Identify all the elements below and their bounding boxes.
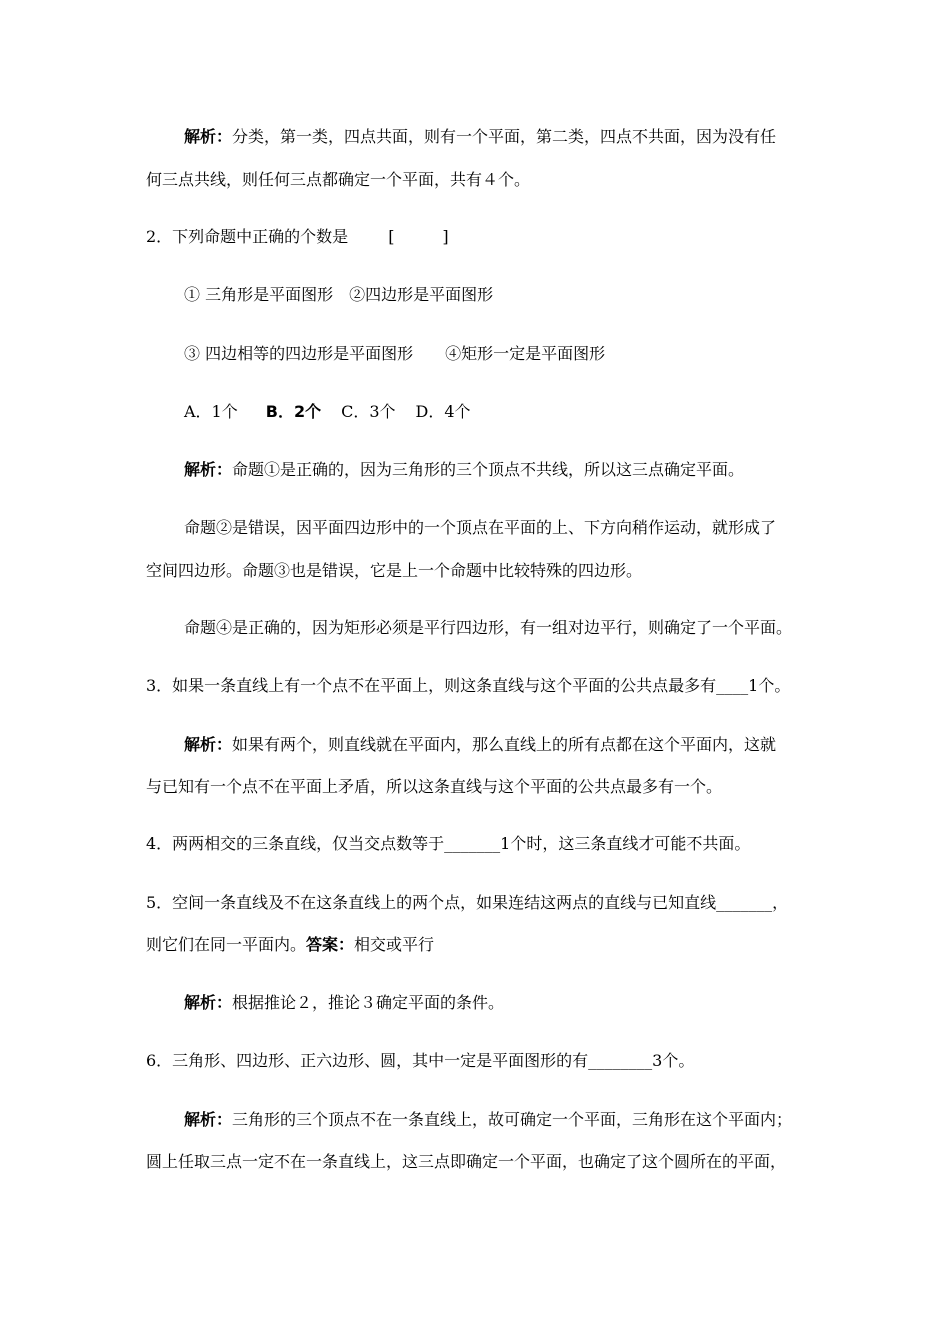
question-5 [146, 893, 788, 913]
analysis-line-5-cont [146, 777, 722, 797]
question-4 [146, 834, 750, 854]
analysis-line-2 [184, 460, 744, 480]
line-text: 根据推论２，推论３确定平面的条件。 [232, 993, 505, 1012]
option-a: A．1个 [184, 402, 238, 421]
question-text: 4．两两相交的三条直线，仅当交点数等于_______1个时，这三条直线才可能不共面。 [146, 834, 751, 853]
line-text: 空间四边形。命题③也是错误，它是上一个命题中比较特殊的四边形。 [146, 561, 643, 580]
analysis-line-1 [184, 127, 776, 147]
question-text: 6．三角形、四边形、正六边形、圆，其中一定是平面图形的有________3个。 [146, 1051, 695, 1070]
question-2 [146, 227, 449, 247]
line-text: 分类，第一类，四点共面，则有一个平面，第二类，四点不共面，因为没有任 [232, 127, 777, 146]
question-3 [146, 676, 790, 696]
question-2-items-2 [184, 344, 605, 364]
analysis-label: 解析： [184, 993, 233, 1012]
option-c: C．3个 [341, 402, 396, 421]
question-5-cont [146, 935, 434, 955]
analysis-line-3 [184, 518, 776, 538]
analysis-line-6 [184, 993, 504, 1013]
line-text: 圆上任取三点一定不在一条直线上，这三点即确定一个平面，也确定了这个圆所在的平面， [146, 1152, 787, 1171]
analysis-line-7 [184, 1110, 792, 1130]
line-text: 则它们在同一平面内。 [146, 935, 307, 954]
analysis-line-3-cont [146, 561, 642, 581]
analysis-line-5 [184, 735, 776, 755]
line-text: 命题②是错误，因平面四边形中的一个顶点在平面的上、下方向稍作运动，就形成了 [184, 518, 777, 537]
line-text: 命题④是正确的，因为矩形必须是平行四边形，有一组对边平行，则确定了一个平面。 [184, 618, 793, 637]
line-text: ③ 四边相等的四边形是平面图形 ④矩形一定是平面图形 [184, 344, 606, 363]
question-text: 2．下列命题中正确的个数是 [146, 227, 349, 246]
question-text: 5．空间一条直线及不在这条直线上的两个点，如果连结这两点的直线与已知直线_______， [146, 893, 789, 912]
option-d: D．4个 [415, 402, 471, 421]
line-text: 与已知有一个点不在平面上矛盾，所以这条直线与这个平面的公共点最多有一个。 [146, 777, 723, 796]
line-text: ① 三角形是平面图形 ②四边形是平面图形 [184, 285, 494, 304]
line-text: 何三点共线，则任何三点都确定一个平面，共有４个。 [146, 170, 531, 189]
question-text: 3．如果一条直线上有一个点不在平面上，则这条直线与这个平面的公共点最多有____1个。 [146, 676, 791, 695]
line-text: 如果有两个，则直线就在平面内，那么直线上的所有点都在这个平面内，这就 [232, 735, 777, 754]
analysis-label: 解析： [184, 735, 233, 754]
answer-bracket: [ ] [388, 227, 449, 246]
answer-label: 答案： [306, 935, 355, 954]
analysis-label: 解析： [184, 460, 233, 479]
analysis-line-1-cont [146, 170, 530, 190]
question-2-items-1 [184, 285, 493, 305]
analysis-line-7-cont [146, 1152, 786, 1172]
question-2-options [184, 402, 471, 422]
answer-text: 相交或平行 [354, 935, 435, 954]
line-text: 三角形的三个顶点不在一条直线上，故可确定一个平面，三角形在这个平面内； [232, 1110, 793, 1129]
analysis-line-4 [184, 618, 792, 638]
analysis-label: 解析： [184, 1110, 233, 1129]
question-6 [146, 1051, 694, 1071]
analysis-label: 解析： [184, 127, 233, 146]
line-text: 命题①是正确的，因为三角形的三个顶点不共线，所以这三点确定平面。 [232, 460, 745, 479]
option-b-correct: B．2个 [265, 402, 322, 421]
